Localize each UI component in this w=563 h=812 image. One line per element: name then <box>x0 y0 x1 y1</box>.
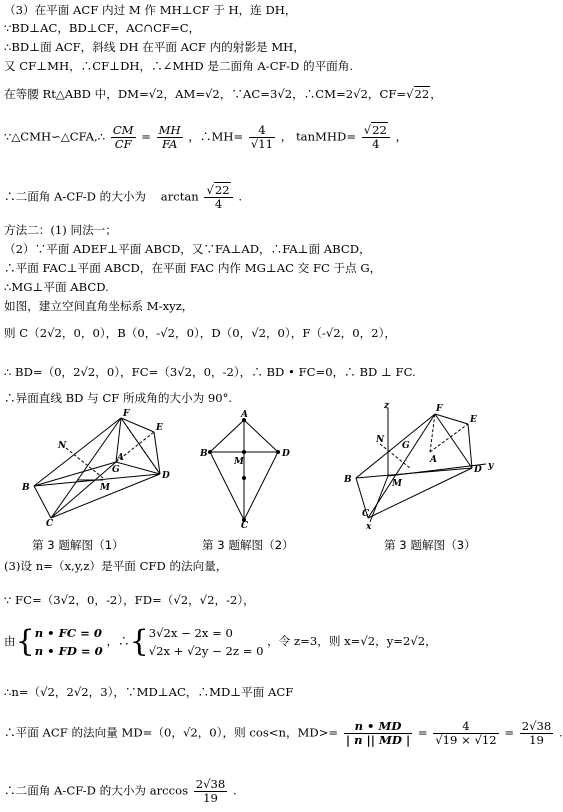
line-8: 方法二：(1) 同法一； <box>4 223 117 237</box>
label-b: B <box>344 475 352 485</box>
line-20: ∴平面 ACF 的法向量 MD=（0，√2，0），则 cos<n，MD>= $\frac{n • MD}{| n || MD |}$ = $\frac{4}{√19 \times √12}$ = $\frac{2√38}{19}$ . <box>4 719 563 747</box>
label-z: z <box>384 401 390 411</box>
label-c: C <box>362 509 370 519</box>
line-13: 则 C（2√2，0，0），B（0，-√2，0），D（0，√2，0），F（-√2，0，2）， <box>4 326 396 340</box>
figure-3-caption: 第 3 题解图（3） <box>384 538 476 552</box>
line-2: ∵BD⊥AC，BD⊥CF，AC∩CF=C， <box>4 21 201 35</box>
fraction-cos-value: $\frac{4}{√19 \times √12}$ <box>435 719 497 747</box>
label-d: D <box>282 449 290 459</box>
line-10: ∴平面 FAC⊥平面 ABCD，在平面 FAC 内作 MG⊥AC 交 FC 于点 G， <box>4 261 382 275</box>
fraction-tan-value: $\frac{√22}{4}$ <box>362 124 390 151</box>
label-m: M <box>100 483 110 493</box>
line-16: (3)设 n=（x,y,z）是平面 CFD 的法向量， <box>4 559 228 573</box>
label-g: G <box>402 441 410 451</box>
label-f: F <box>123 409 130 419</box>
fraction-cos-def: $\frac{n • MD}{| n || MD |}$ <box>345 719 411 747</box>
line-21: ∴二面角 A-CF-D 的大小为 arccos $\frac{2√38}{19}$ . <box>4 777 237 805</box>
label-a: A <box>241 410 248 420</box>
label-a: A <box>117 453 124 463</box>
line-12: 如图，建立空间直角坐标系 M-xyz， <box>4 299 194 313</box>
fraction-arccos-value: $\frac{2√38}{19}$ <box>195 777 226 805</box>
label-y: y <box>488 461 494 471</box>
label-a: A <box>430 455 437 465</box>
line-18: 由{ n • FC = 0 n • FD = 0 ，∴{ 3√2x − 2x = 0 √2x + √2y − 2z = 0 ，令 z=3，则 x=√2，y=2√2， <box>4 624 437 659</box>
line-4: 又 CF⊥MH，∴CF⊥DH，∴∠MHD 是二面角 A-CF-D 的平面角. <box>4 59 354 73</box>
label-d: D <box>474 465 482 475</box>
label-g: G <box>112 465 120 475</box>
line-9: （2）∵平面 ADEF⊥平面 ABCD，又∵FA⊥AD，∴FA⊥面 ABCD， <box>4 242 371 256</box>
figure-1 <box>18 408 178 529</box>
fraction-cos-result: $\frac{2√38}{19}$ <box>521 719 552 747</box>
label-c: C <box>241 521 249 531</box>
line-3: ∴BD⊥面 ACF，斜线 DH 在平面 ACF 内的射影是 MH， <box>4 40 305 54</box>
label-x: x <box>366 522 372 532</box>
label-b: B <box>200 449 208 459</box>
line-14: ∴ BD=（0，2√2，0），FC=（3√2，0，-2），∴ BD • FC=0，∴ BD ⊥ FC. <box>4 365 416 379</box>
line-11: ∴MG⊥平面 ABCD. <box>4 280 109 294</box>
label-e: E <box>156 423 163 433</box>
fraction-cm-cf: $\frac{CM}{CF}$ <box>112 123 134 151</box>
label-m: M <box>392 479 402 489</box>
label-f: F <box>436 404 443 414</box>
figure-3 <box>340 402 500 530</box>
line-17: ∵ FC=（3√2，0，-2），FD=（√2，√2，-2）， <box>4 593 255 607</box>
label-n: N <box>58 441 67 451</box>
line-15: ∴异面直线 BD 与 CF 所成角的大小为 90°. <box>4 391 233 405</box>
fraction-mh-fa: $\frac{MH}{FA}$ <box>158 123 181 151</box>
system-2: 3√2x − 2x = 0 √2x + √2y − 2z = 0 <box>148 626 264 658</box>
label-e: E <box>470 415 477 425</box>
line-6: ∵△CMH∽△CFA,∴ $\frac{CM}{CF}$ = $\frac{MH}{FA}$ ，∴MH= $\frac{4}{√11}$ ， tanMHD= $\frac{√22}{4}$ ， <box>4 123 408 151</box>
figure-2-caption: 第 3 题解图（2） <box>202 538 294 552</box>
figure-1-caption: 第 3 题解图（1） <box>32 538 124 552</box>
label-n: N <box>376 435 385 445</box>
line-5: 在等腰 Rt△ABD 中，DM=√2，AM=√2，∵AC=3√2，∴CM=2√2，CF=√22， <box>4 87 442 101</box>
label-c: C <box>46 519 54 529</box>
label-d: D <box>162 471 170 481</box>
line-19: ∴n=（√2，2√2，3），∵MD⊥AC，∴MD⊥平面 ACF <box>4 685 294 699</box>
line-7: ∴二面角 A-CF-D 的大小为 arctan $\frac{√22}{4}$ . <box>4 183 242 211</box>
figure-2 <box>198 410 298 531</box>
fraction-mh-value: $\frac{4}{√11}$ <box>250 123 274 151</box>
line-1: （3）在平面 ACF 内过 M 作 MH⊥CF 于 H，连 DH， <box>4 3 297 17</box>
label-b: B <box>22 483 30 493</box>
system-1: n • FC = 0 n • FD = 0 <box>34 626 103 658</box>
fraction-arctan-value: $\frac{√22}{4}$ <box>204 184 232 211</box>
label-m: M <box>234 457 244 467</box>
